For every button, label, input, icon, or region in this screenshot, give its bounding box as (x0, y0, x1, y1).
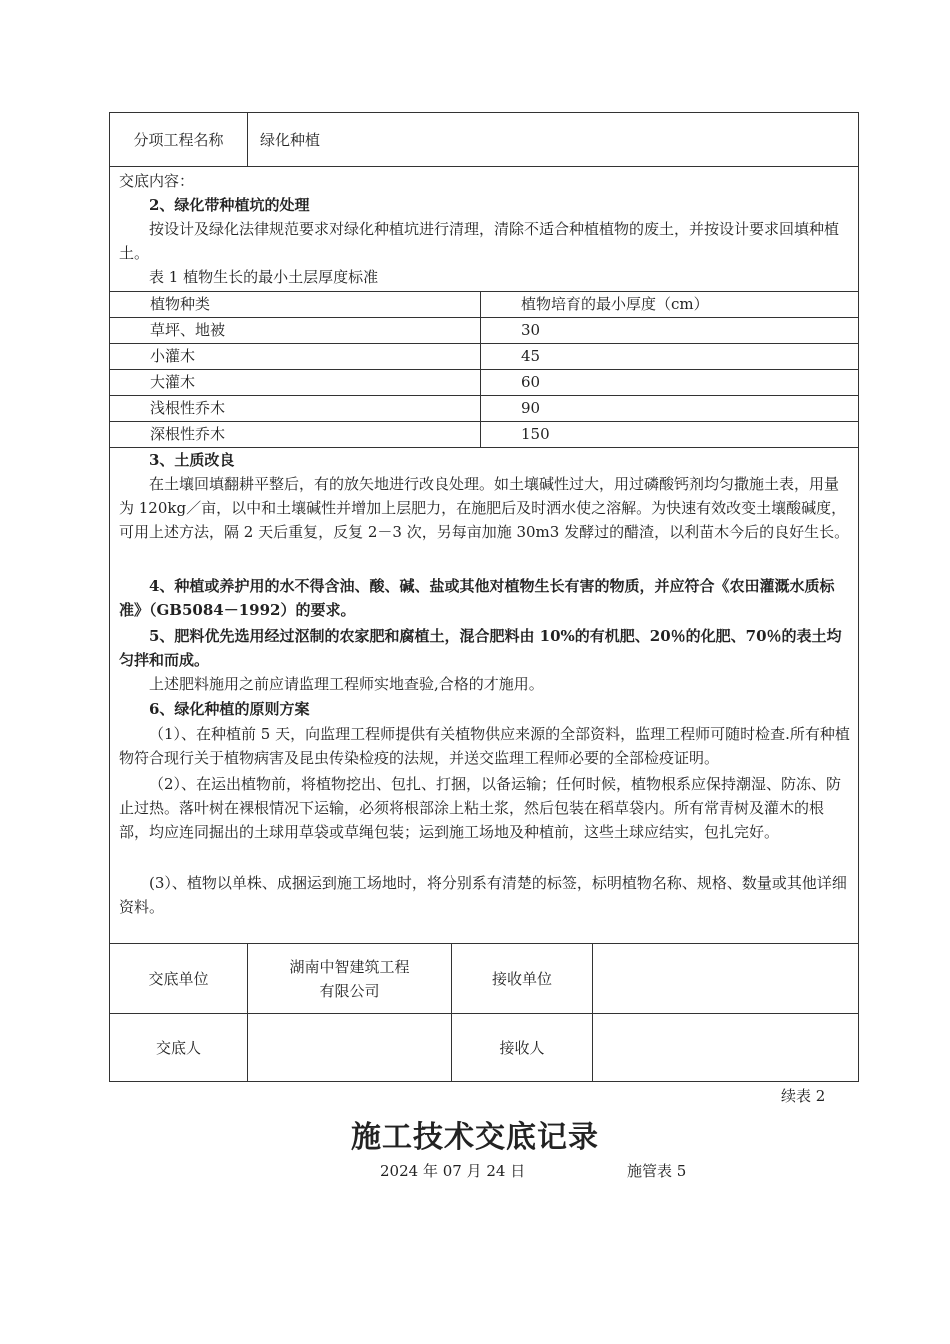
table-cell: 60 (481, 370, 859, 396)
table-caption: 表 1 植物生长的最小土层厚度标准 (149, 268, 379, 286)
issuer-person-value[interactable] (248, 1014, 451, 1082)
project-name-value: 绿化种植 (260, 131, 321, 149)
table-cell: 150 (481, 422, 859, 448)
table-row (110, 396, 858, 422)
project-name-label: 分项工程名称 (110, 113, 248, 166)
section-4-text: 4、种植或养护用的水不得含油、酸、碱、盐或其他对植物生长有害的物质，并应符合《农田灌溉水质标准》（GB5084－1992）的要求。 (119, 577, 835, 619)
project-name-row (110, 113, 858, 167)
table-header-cell: 植物种类 (110, 292, 481, 318)
table-cell: 30 (481, 318, 859, 344)
form-number: 施管表 5 (627, 1162, 687, 1180)
issuer-unit-label: 交底单位 (148, 969, 209, 988)
section-6-title: 6、绿化种植的原则方案 (149, 700, 310, 718)
receiver-unit-label: 接收单位 (491, 969, 552, 988)
signature-grid (110, 943, 858, 1082)
table-cell: 浅根性乔木 (110, 396, 481, 422)
issuer-person-label: 交底人 (155, 1039, 201, 1057)
table-row (110, 318, 858, 344)
section-2-text: 按设计及绿化法律规范要求对绿化种植坑进行清理，清除不适合种植植物的废土，并按设计要求回填种植土。 (119, 220, 840, 262)
record-date: 2024 年 07 月 24 日 (380, 1162, 526, 1180)
table-cell: 45 (481, 344, 859, 370)
section-6-item-1: （1）、在种植前 5 天，向监理工程师提供有关植物供应来源的全部资料，监理工程师可随时检查.所有种植物符合现行关于植物病害及昆虫传染检疫的法规，并送交监理工程师必要的全部检疫证明。 (119, 725, 850, 767)
table-row (110, 344, 858, 370)
table-cell: 小灌木 (110, 344, 481, 370)
content-intro: 交底内容： (119, 172, 195, 190)
continued-table-label: 续表 2 (781, 1087, 826, 1105)
section-5-text: 5、肥料优先选用经过沤制的农家肥和腐植土，混合肥料由 10%的有机肥、20％的化肥、70％的表土均匀拌和而成。 (119, 627, 842, 669)
table-cell: 草坪、地被 (110, 318, 481, 344)
table-row (110, 370, 858, 396)
table-header-cell: 植物培育的最小厚度（cm） (481, 292, 859, 318)
section-6-item-2: （2）、在运出植物前，将植物挖出、包扎、打捆，以备运输；任何时候，植物根系应保持潮湿、防冻、防止过热。落叶树在裸根情况下运输，必须将根部涂上粘土浆，然后包装在稻草袋内。所有常青树及灌木的根部，均应连同掘出的土球用草袋或草绳包装；运到施工场地及种植前，这些土球应结实，包扎完好。 (119, 775, 842, 841)
receiver-person-value[interactable] (593, 1014, 858, 1082)
table-cell: 大灌木 (110, 370, 481, 396)
receiver-unit-value[interactable] (593, 944, 858, 1013)
table-cell: 深根性乔木 (110, 422, 481, 448)
receiver-person-label: 接收人 (499, 1039, 545, 1057)
record-frame (109, 112, 859, 1082)
table-cell: 90 (481, 396, 859, 422)
issuer-unit-line-2: 有限公司 (319, 981, 380, 1000)
soil-thickness-table (110, 291, 858, 448)
disclosure-content (110, 167, 858, 943)
issuer-unit-value (248, 944, 451, 1013)
table-row (110, 422, 858, 448)
section-5-note: 上述肥料施用之前应请监理工程师实地查验,合格的才施用。 (149, 675, 544, 693)
section-6-item-3: (3）、植物以单株、成捆运到施工场地时，将分别系有清楚的标签，标明植物名称、规格、数量或其他详细资料。 (119, 874, 847, 916)
page-title: 施工技术交底记录 (351, 1120, 599, 1155)
section-3-text: 在土壤回填翻耕平整后，有的放矢地进行改良处理。如土壤碱性过大，用过磷酸钙剂均匀撒施土表，用量为 120kg／亩，以中和土壤碱性并增加上层肥力，在施肥后及时洒水使之溶解。为快速有效改变土壤酸碱度，可用上述方法，隔 2 天后重复，反复 2－3 次，另每亩加施 30m3 发酵过的醋渣，以利苗木今后的良好生长。 (119, 475, 850, 541)
section-3-title: 3、土质改良 (149, 451, 235, 469)
table-header-row (110, 292, 858, 318)
section-2-title: 2、绿化带种植坑的处理 (149, 196, 310, 214)
issuer-unit-line-1: 湖南中智建筑工程 (289, 957, 410, 976)
